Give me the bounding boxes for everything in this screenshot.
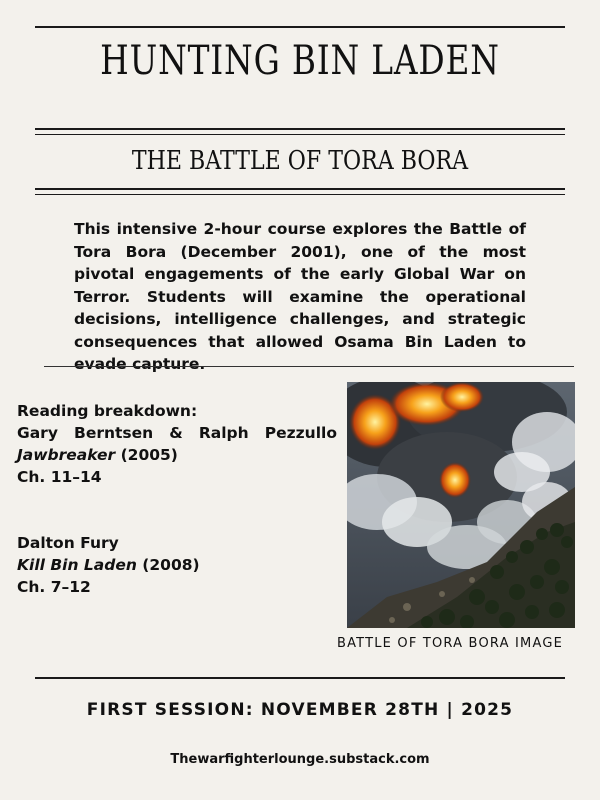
reading-breakdown	[17, 400, 337, 598]
title-rule-upper	[35, 128, 565, 130]
book-2-chapters: Ch. 7–12	[17, 578, 91, 596]
book-2-title-line	[17, 554, 337, 576]
battle-photo	[347, 382, 575, 628]
page-title: HUNTING BIN LADEN	[100, 38, 500, 84]
book-1-year: (2005)	[120, 446, 178, 464]
book-1-title: Jawbreaker	[17, 446, 116, 464]
reading-heading: Reading breakdown:	[17, 402, 198, 420]
book-1-author: Gary Berntsen & Ralph Pezzullo	[17, 424, 337, 442]
subtitle-rule-upper	[35, 188, 565, 190]
book-1-chapters: Ch. 11–14	[17, 468, 102, 486]
top-rule	[35, 26, 565, 28]
book-2-year: (2008)	[142, 556, 200, 574]
book-2-title: Kill Bin Laden	[17, 556, 137, 574]
session-rule	[35, 677, 565, 679]
page-subtitle: THE BATTLE OF TORA BORA	[131, 146, 469, 176]
first-session-date: FIRST SESSION: NOVEMBER 28TH | 2025	[86, 700, 514, 720]
photo-caption: BATTLE OF TORA BORA IMAGE	[336, 636, 564, 651]
section-divider	[44, 366, 574, 367]
subtitle-rule-lower	[35, 194, 565, 195]
title-rule-lower	[35, 134, 565, 135]
book-1-title-line	[17, 444, 337, 466]
book-2-author: Dalton Fury	[17, 534, 119, 552]
course-description: This intensive 2-hour course explores the Battle of Tora Bora (December 2001), one of the most pivotal engagements of the early Global War on Terror. Students will examine the operational decisions, intelligence challenges, and strategic consequences that allowed Osama Bin Laden to evade capture.	[74, 220, 526, 373]
battle-photo-illustration	[347, 382, 575, 628]
substack-url[interactable]: Thewarfighterlounge.substack.com	[170, 752, 430, 767]
